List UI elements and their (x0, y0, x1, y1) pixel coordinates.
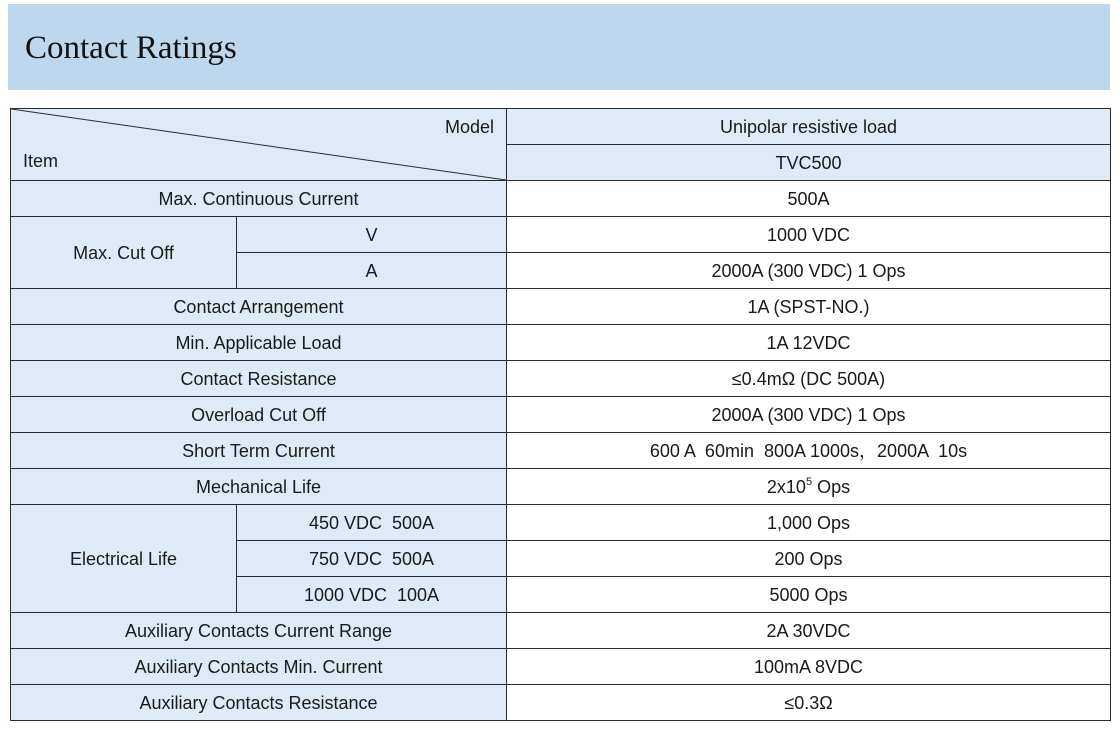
sub-label: 1000 VDC 100A (237, 577, 507, 613)
row-value: 600 A 60min 800A 1000s，2000A 10s (507, 433, 1111, 469)
model-name-cell: TVC500 (507, 145, 1111, 181)
row-label: Contact Arrangement (11, 289, 507, 325)
sub-label: 450 VDC 500A (237, 505, 507, 541)
row-value (507, 469, 1111, 505)
row-value: 5000 Ops (507, 577, 1111, 613)
row-label: Electrical Life (11, 505, 237, 613)
sub-label: A (237, 253, 507, 289)
row-value: 1A 12VDC (507, 325, 1111, 361)
diagonal-header-cell (11, 109, 507, 181)
table-header-row (11, 109, 1111, 145)
row-value: 1000 VDC (507, 217, 1111, 253)
row-label: Max. Continuous Current (11, 181, 507, 217)
table-row (11, 649, 1111, 685)
model-label: Model (444, 117, 494, 137)
row-label: Min. Applicable Load (11, 325, 507, 361)
table-row (11, 685, 1111, 721)
row-label: Auxiliary Contacts Resistance (11, 685, 507, 721)
row-value: 2000A (300 VDC) 1 Ops (507, 253, 1111, 289)
section-title: Contact Ratings (25, 30, 237, 66)
table-row (11, 217, 1111, 253)
contact-ratings-table (10, 108, 1111, 721)
table-row (11, 361, 1111, 397)
row-value: 1,000 Ops (507, 505, 1111, 541)
row-label: Auxiliary Contacts Current Range (11, 613, 507, 649)
table-row (11, 325, 1111, 361)
table-row (11, 469, 1111, 505)
item-label: Item (23, 151, 59, 171)
mechanical-life-unit: Ops (812, 476, 851, 497)
load-type-cell: Unipolar resistive load (507, 109, 1111, 145)
mechanical-life-exponent: 5 (805, 475, 813, 488)
section-header (8, 4, 1110, 90)
row-label: Max. Cut Off (11, 217, 237, 289)
row-label: Overload Cut Off (11, 397, 507, 433)
row-value: 200 Ops (507, 541, 1111, 577)
sub-label: V (237, 217, 507, 253)
mechanical-life-base: 2x10 (766, 476, 806, 497)
row-value: 100mA 8VDC (507, 649, 1111, 685)
row-value: ≤0.4mΩ (DC 500A) (507, 361, 1111, 397)
row-value: 2A 30VDC (507, 613, 1111, 649)
row-label: Short Term Current (11, 433, 507, 469)
sub-label: 750 VDC 500A (237, 541, 507, 577)
row-value: 500A (507, 181, 1111, 217)
row-value: 1A (SPST-NO.) (507, 289, 1111, 325)
table-row (11, 433, 1111, 469)
row-label: Mechanical Life (11, 469, 507, 505)
row-value: ≤0.3Ω (507, 685, 1111, 721)
table-row (11, 505, 1111, 541)
row-label: Contact Resistance (11, 361, 507, 397)
table-row (11, 289, 1111, 325)
diagonal-divider (11, 109, 506, 180)
row-label: Auxiliary Contacts Min. Current (11, 649, 507, 685)
row-value: 2000A (300 VDC) 1 Ops (507, 397, 1111, 433)
table-row (11, 181, 1111, 217)
table-row (11, 397, 1111, 433)
table-row (11, 613, 1111, 649)
